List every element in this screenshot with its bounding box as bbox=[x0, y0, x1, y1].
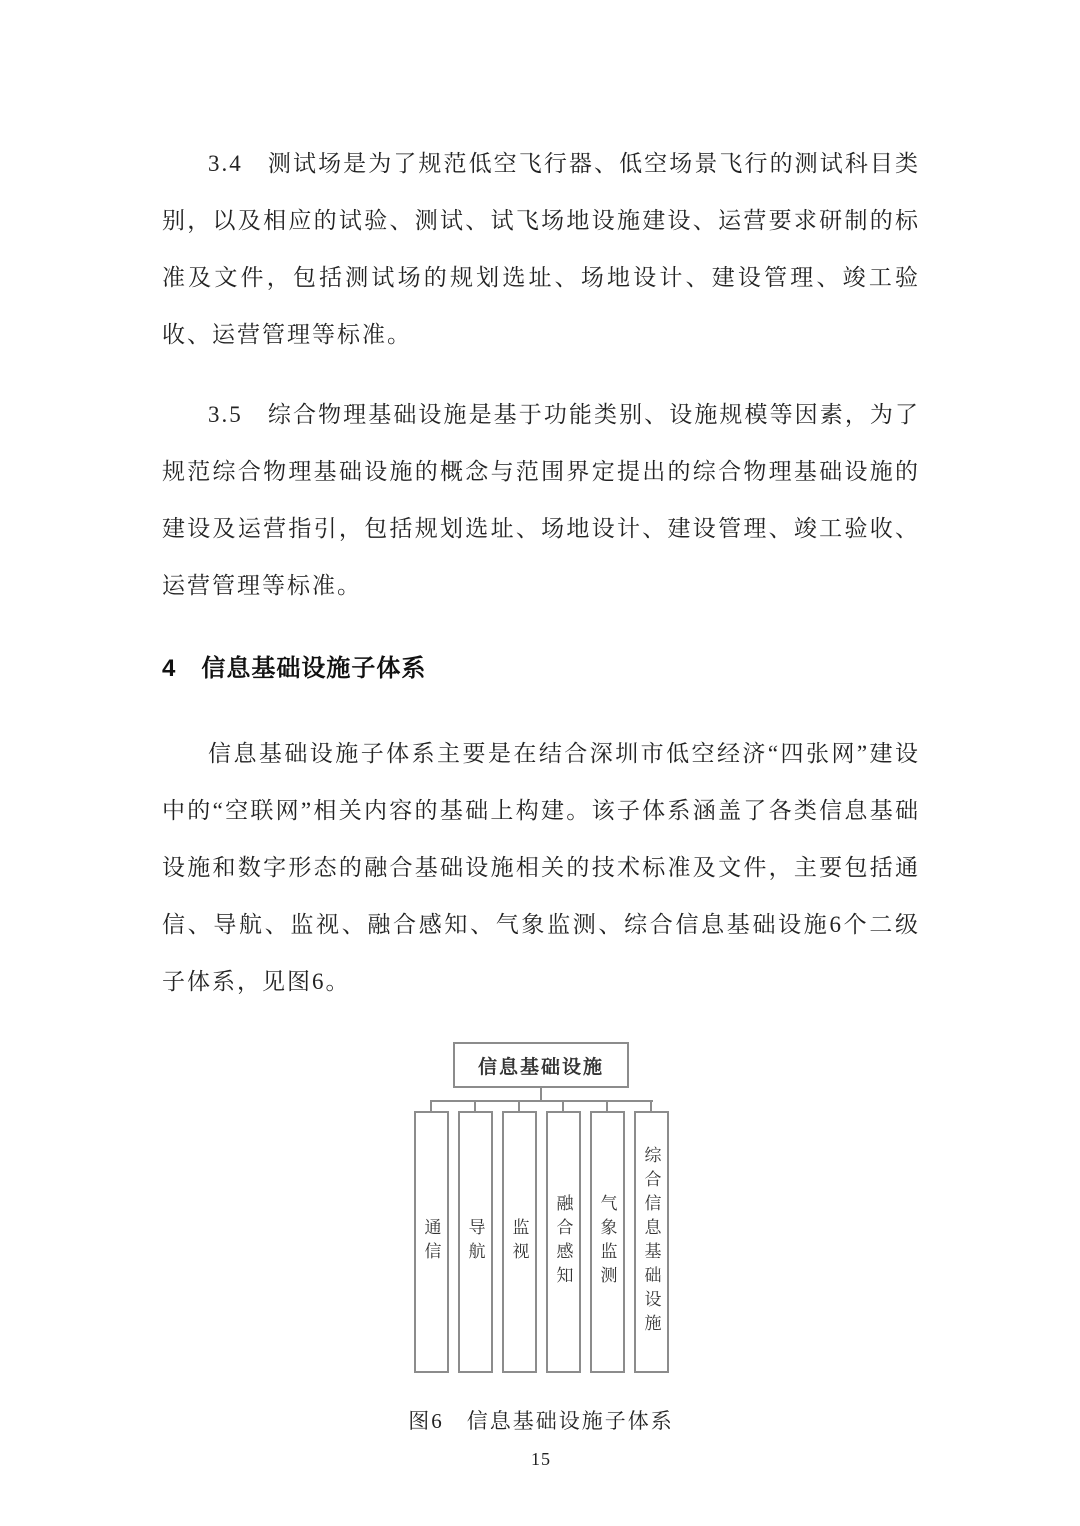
diagram-branches bbox=[414, 1100, 669, 1373]
diagram-child-box bbox=[458, 1111, 493, 1373]
diagram-child-label: 导航 bbox=[465, 1218, 485, 1266]
diagram-child-label: 气象监测 bbox=[597, 1194, 617, 1290]
paragraph-4-intro: 信息基础设施子体系主要是在结合深圳市低空经济“四张网”建设中的“空联网”相关内容的基础上构建。该子体系涵盖了各类信息基础设施和数字形态的融合基础设施相关的技术标准及文件，主要包括通信、导航、监视、融合感知、气象监测、综合信息基础设施6个二级子体系，见图6。 bbox=[162, 741, 920, 994]
diagram-child-box bbox=[634, 1111, 669, 1373]
diagram-child-label: 监视 bbox=[509, 1218, 529, 1266]
paragraph-3-5: 3.5 综合物理基础设施是基于功能类别、设施规模等因素，为了规范综合物理基础设施的概念与范围界定提出的综合物理基础设施的建设及运营指引，包括规划选址、场地设计、建设管理、竣工验收、运营管理等标准。 bbox=[162, 402, 920, 598]
diagram-child-label: 融合感知 bbox=[553, 1194, 573, 1290]
diagram-branch bbox=[502, 1100, 537, 1373]
diagram-child-label: 通信 bbox=[421, 1218, 441, 1266]
diagram-root-box bbox=[453, 1042, 629, 1088]
diagram-child-box bbox=[414, 1111, 449, 1373]
paragraph-3-4: 3.4 测试场是为了规范低空飞行器、低空场景飞行的测试科目类别，以及相应的试验、测试、试飞场地设施建设、运营要求研制的标准及文件，包括测试场的规划选址、场地设计、建设管理、竣工验收、运营管理等标准。 bbox=[162, 151, 920, 347]
diagram-horizontal-connector bbox=[430, 1100, 653, 1102]
figure-6-caption: 图6 信息基础设施子体系 bbox=[408, 1409, 674, 1433]
figure-6-diagram bbox=[162, 1042, 920, 1435]
diagram-child-box bbox=[590, 1111, 625, 1373]
diagram-branch bbox=[458, 1100, 493, 1373]
section-4-heading: 4 信息基础设施子体系 bbox=[162, 655, 427, 682]
diagram-child-box bbox=[546, 1111, 581, 1373]
diagram-branch bbox=[546, 1100, 581, 1373]
diagram-branch bbox=[414, 1100, 449, 1373]
page-number: 15 bbox=[531, 1449, 551, 1469]
diagram-root-connector bbox=[540, 1088, 542, 1100]
diagram-branch bbox=[634, 1100, 669, 1373]
diagram-child-box bbox=[502, 1111, 537, 1373]
diagram-root-label: 信息基础设施 bbox=[477, 1056, 604, 1078]
diagram-branch bbox=[590, 1100, 625, 1373]
diagram-child-label: 综合信息基础设施 bbox=[641, 1146, 661, 1338]
